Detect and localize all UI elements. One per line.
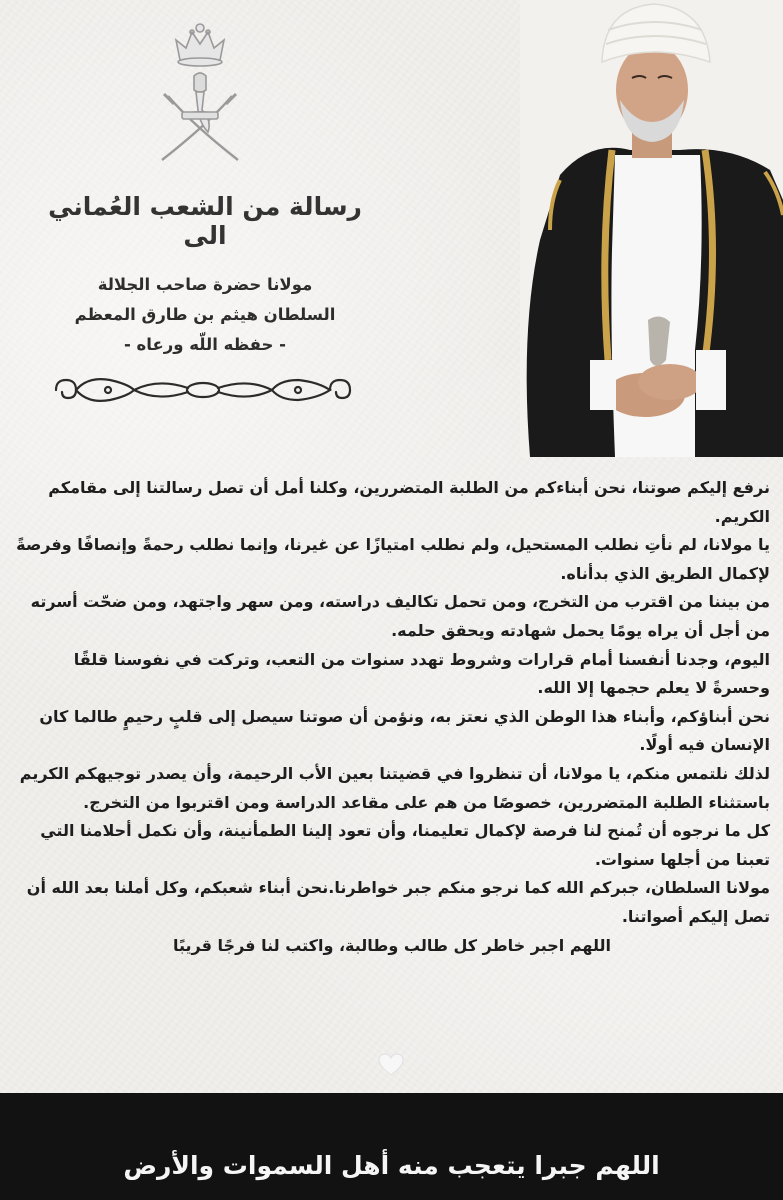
body-paragraph-2: يا مولانا، لم نأتِ نطلب المستحيل، ولم نطلب امتيازًا عن غيرنا، وإنما نطلب رحمةً وإنصافًا وفرصةً لإكمال الطريق الذي بدأناه. — [16, 535, 770, 583]
heart-icon — [378, 1053, 404, 1077]
letter-title: رسالة من الشعب العُماني الى — [48, 192, 362, 250]
caption-banner — [0, 1093, 783, 1200]
body-paragraph-6: لذلك نلتمس منكم، يا مولانا، أن تنظروا في قضيتنا بعين الأب الرحيمة، وأن يصدر توجيهكم الكريم باستثناء الطلبة المتضررين، خصوصًا من هم على مقاعد الدراسة ومن اقتربوا من التخرج. — [19, 763, 770, 812]
address-line-3: - حفظه اللّه ورعاه - — [123, 335, 287, 354]
body-paragraph-7: كل ما نرجوه أن تُمنح لنا فرصة لإكمال تعليمنا، وأن تعود إلينا الطمأنينة، وأن نكمل أحلامنا التي تعبنا من أجلها سنوات. — [40, 821, 770, 869]
body-paragraph-8: مولانا السلطان، جبركم الله كما نرجو منكم جبر خواطرنا.نحن أبناء شعبكم، وكل أملنا بعد الله أن تصل إليكم أصواتنا. — [26, 878, 770, 926]
sultan-portrait-photo — [520, 0, 783, 457]
closing-prayer: اللهم اجبر خاطر كل طالب وطالبة، واكتب لنا فرجًا قريبًا — [173, 935, 611, 955]
body-paragraph-5: نحن أبناؤكم، وأبناء هذا الوطن الذي نعتز به، ونؤمن أن صوتنا سيصل إلى قلبٍ رحيمٍ طالما كان الإنسان فيه أولًا. — [39, 706, 770, 755]
address-line-2: السلطان هيثم بن طارق المعظم — [74, 305, 336, 324]
decorative-scroll-divider-icon — [48, 368, 358, 412]
address-line-1: مولانا حضرة صاحب الجلالة — [97, 275, 313, 294]
letter-header — [30, 192, 380, 360]
body-paragraph-4: اليوم، وجدنا أنفسنا أمام قرارات وشروط تهدد سنوات من التعب، وتركت في نفوسنا قلقًا وحسرةً لا يعلم حجمها إلا الله. — [73, 649, 770, 698]
body-paragraph-3: من بيننا من اقترب من التخرج، ومن تحمل تكاليف دراسته، ومن سهر واجتهد، ومن ضحّت أسرته من أجل أن يراه يومًا يحمل شهادته ويحقق حلمه. — [30, 592, 770, 640]
caption-banner-text: اللهم جبرا يتعجب منه أهل السموات والأرض — [123, 1151, 660, 1180]
omani-khanjar-emblem-icon — [152, 14, 248, 164]
letter-body — [14, 474, 770, 960]
body-paragraph-1: نرفع إليكم صوتنا، نحن أبناءكم من الطلبة المتضررين، وكلنا أمل أن تصل رسالتنا إلى مقامكم الكريم. — [48, 478, 770, 526]
